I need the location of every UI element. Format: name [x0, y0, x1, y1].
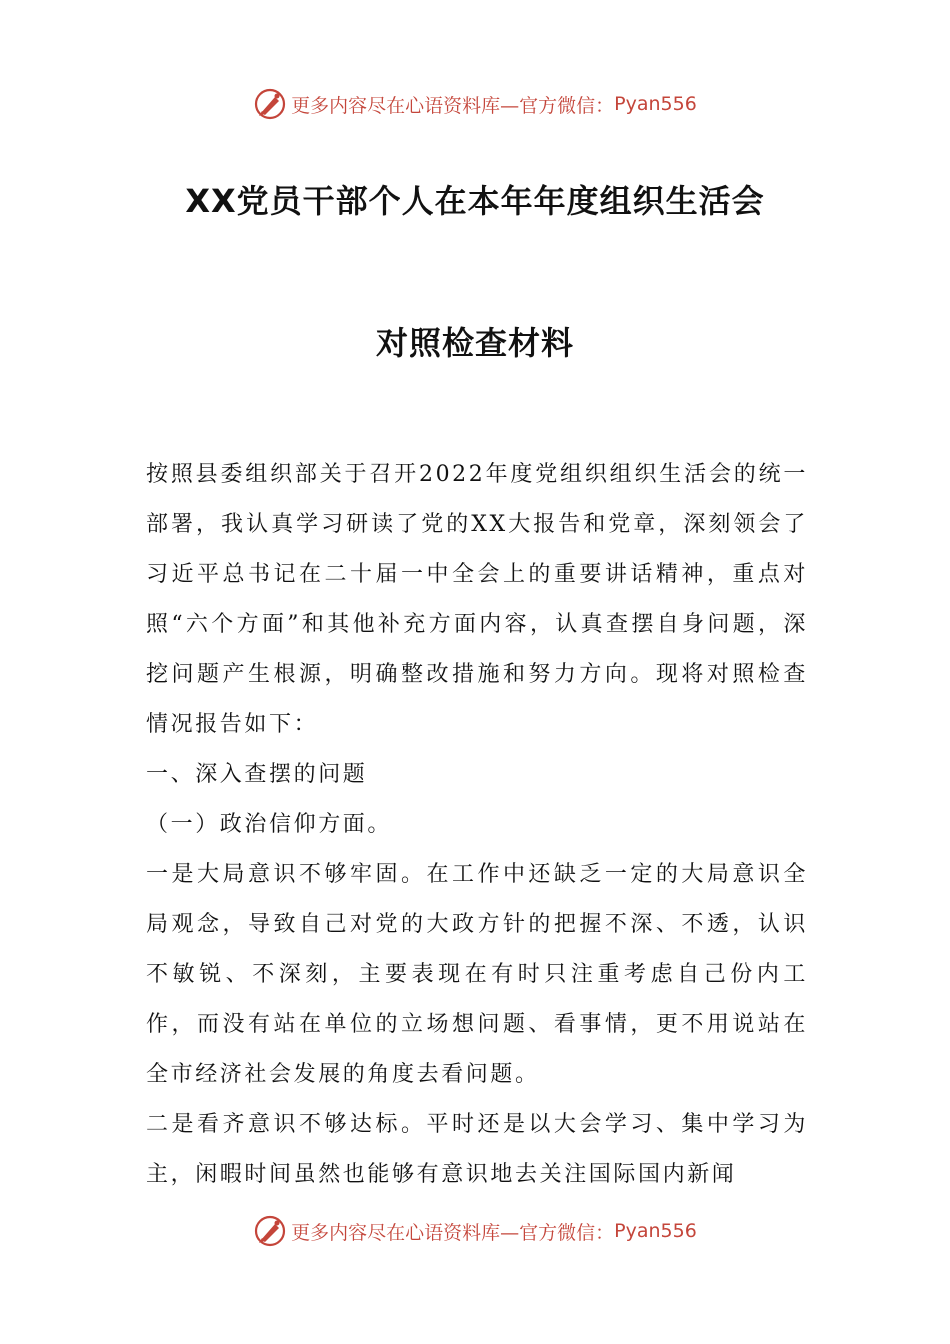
watermark-text: 更多内容尽在心语资料库—官方微信：: [291, 1221, 615, 1244]
body-paragraph: 一是大局意识不够牢固。在工作中还缺乏一定的大局意识全局观念，导致自己对党的大政方针的把握不深、不透，认识不敏锐、不深刻，主要表现在有时只注重考虑自己份内工作，而没有站在单位的立场想问题、看事情，更不用说站在全市经济社会发展的角度去看问题。: [146, 862, 808, 1087]
section-heading: 一、深入查摆的问题: [146, 762, 368, 787]
document-title-line2: 对照检查材料: [375, 324, 574, 362]
footer-watermark: [0, 1213, 950, 1249]
document-body: [146, 450, 808, 1200]
watermark-text: 更多内容尽在心语资料库—官方微信：: [291, 94, 615, 117]
pen-nib-logo-icon: [253, 87, 287, 121]
body-paragraph: 二是看齐意识不够达标。平时还是以大会学习、集中学习为主，闲暇时间虽然也能够有意识地去关注国际国内新闻: [146, 1112, 808, 1187]
subsection-heading: （一）政治信仰方面。: [146, 812, 393, 837]
pen-nib-logo-icon: [253, 1214, 287, 1248]
watermark-wechat-id: Pyan556: [614, 1220, 697, 1242]
watermark-wechat-id: Pyan556: [614, 93, 697, 115]
document-title-line1: XX党员干部个人在本年年度组织生活会: [185, 182, 765, 220]
header-watermark: [0, 86, 950, 122]
intro-paragraph: 按照县委组织部关于召开2022年度党组织组织生活会的统一部署，我认真学习研读了党的XX大报告和党章，深刻领会了习近平总书记在二十届一中全会上的重要讲话精神，重点对照“六个方面”和其他补充方面内容，认真查摆自身问题，深挖问题产生根源，明确整改措施和努力方向。现将对照检查情况报告如下：: [146, 462, 808, 737]
